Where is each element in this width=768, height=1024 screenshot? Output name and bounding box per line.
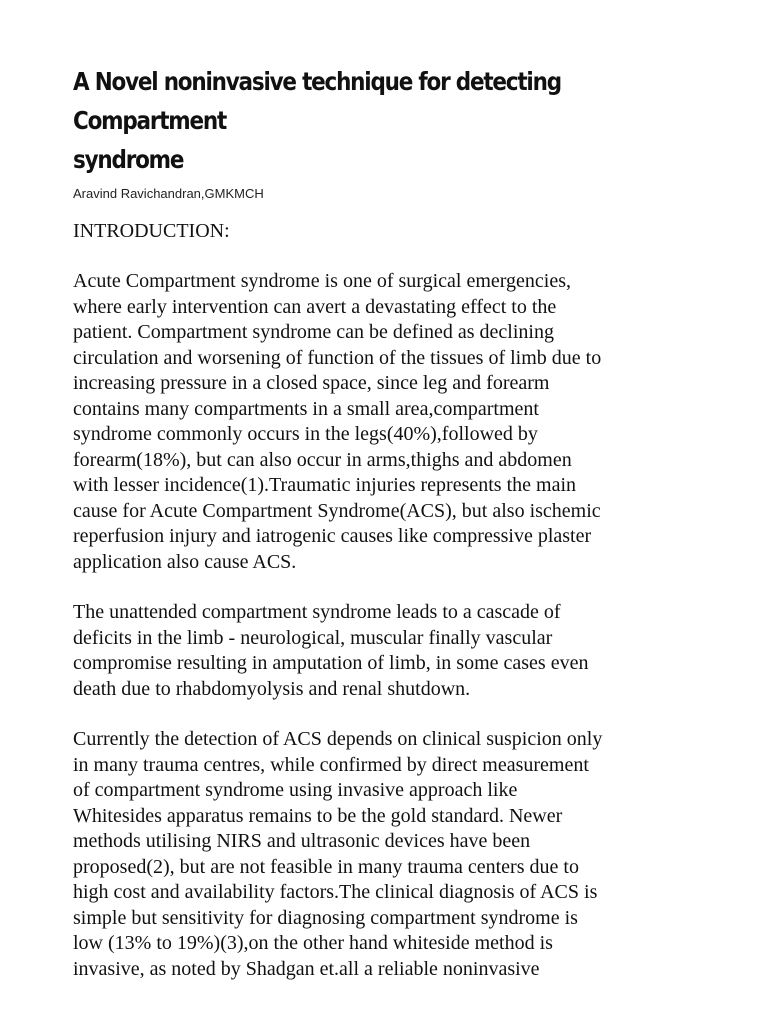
paragraph-line: where early intervention can avert a devastating effect to the xyxy=(73,295,557,318)
paragraph-line: in many trauma centres, while confirmed by direct measurement xyxy=(73,753,589,776)
paragraph-line: application also cause ACS. xyxy=(73,550,297,573)
body-paragraph xyxy=(73,727,703,982)
document-page xyxy=(73,62,703,982)
paragraph-line: cause for Acute Compartment Syndrome(ACS), but also ischemic xyxy=(73,499,601,522)
paragraph-line: compromise resulting in amputation of limb, in some cases even xyxy=(73,652,589,674)
paragraph-line: Currently the detection of ACS depends on clinical suspicion only xyxy=(73,728,603,750)
title-line: A Novel noninvasive technique for detecting Compartment xyxy=(73,67,561,135)
paragraph-line: proposed(2), but are not feasible in many trauma centers due to xyxy=(73,855,579,878)
title-line: syndrome xyxy=(73,145,184,174)
paragraph-line: with lesser incidence(1).Traumatic injuries represents the main xyxy=(73,474,576,496)
body-paragraph xyxy=(73,600,703,702)
paragraph-line: forearm(18%), but can also occur in arms,thighs and abdomen xyxy=(73,448,572,471)
paragraph-line: low (13% to 19%)(3),on the other hand whiteside method is xyxy=(73,932,553,954)
paragraph-line: circulation and worsening of function of the tissues of limb due to xyxy=(73,346,602,369)
paragraph-line: The unattended compartment syndrome leads to a cascade of xyxy=(73,601,561,623)
paragraph-line: high cost and availability factors.The clinical diagnosis of ACS is xyxy=(73,881,598,903)
paragraph-line: syndrome commonly occurs in the legs(40%),followed by xyxy=(73,423,538,445)
paragraph-line: methods utilising NIRS and ultrasonic devices have been xyxy=(73,830,531,852)
paragraph-line: Acute Compartment syndrome is one of surgical emergencies, xyxy=(73,270,572,292)
paragraph-line: reperfusion injury and iatrogenic causes like compressive plaster xyxy=(73,525,592,547)
section-heading: INTRODUCTION: xyxy=(73,220,230,242)
paragraph-line: increasing pressure in a closed space, since leg and forearm xyxy=(73,372,550,394)
paragraph-line: Whitesides apparatus remains to be the gold standard. Newer xyxy=(73,804,563,827)
paragraph-line: contains many compartments in a small area,compartment xyxy=(73,397,539,420)
paragraph-line: of compartment syndrome using invasive approach like xyxy=(73,779,518,801)
paragraph-line: death due to rhabdomyolysis and renal shutdown. xyxy=(73,677,471,700)
body-paragraph xyxy=(73,269,703,575)
paragraph-line: patient. Compartment syndrome can be defined as declining xyxy=(73,321,554,343)
body-text xyxy=(73,269,703,982)
paragraph-line: simple but sensitivity for diagnosing compartment syndrome is xyxy=(73,906,578,929)
document-title xyxy=(73,62,692,179)
author-line: Aravind Ravichandran,GMKMCH xyxy=(73,186,264,201)
paragraph-line: invasive, as noted by Shadgan et.all a reliable noninvasive xyxy=(73,957,540,980)
paragraph-line: deficits in the limb - neurological, muscular finally vascular xyxy=(73,626,553,649)
